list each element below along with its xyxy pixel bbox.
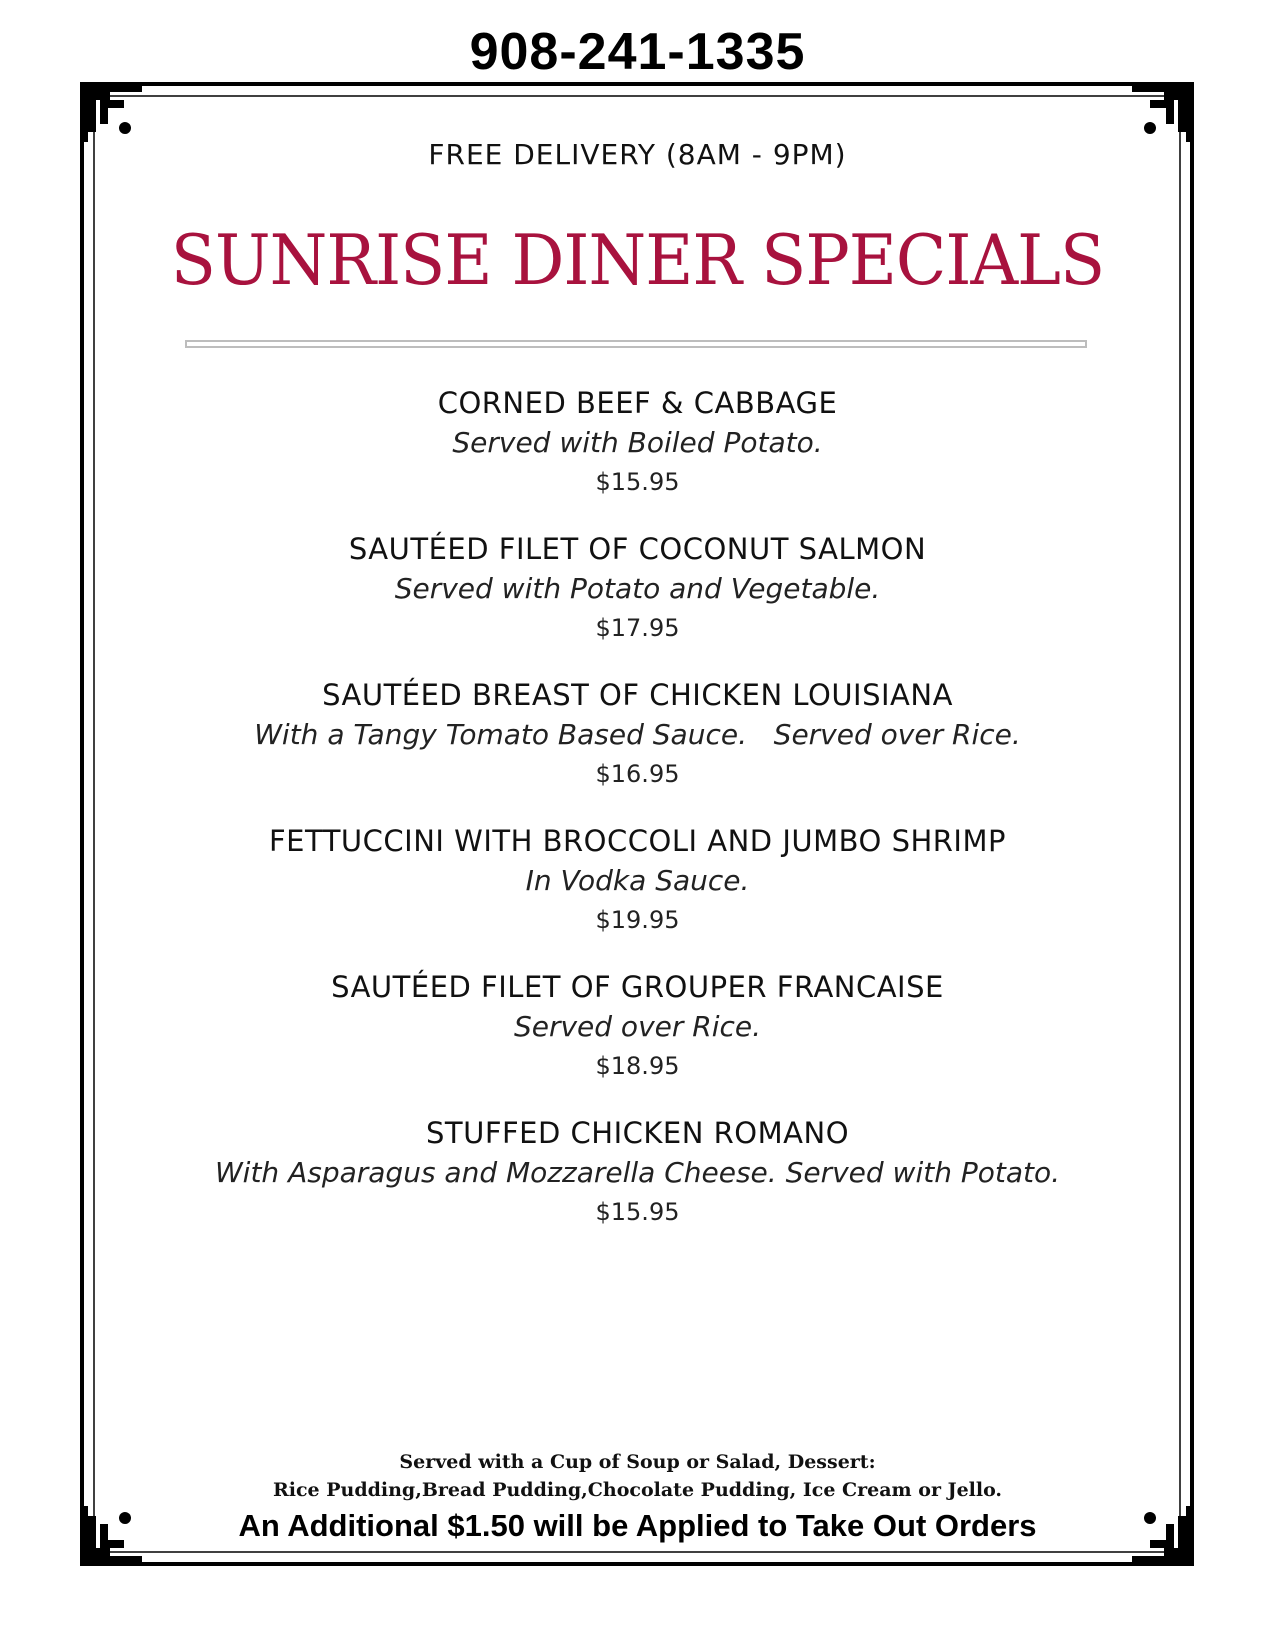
specials-list	[0, 383, 1275, 1259]
item-name: SAUTÉED FILET OF COCONUT SALMON	[348, 532, 927, 566]
menu-item	[0, 675, 1275, 821]
takeout-notice: An Additional $1.50 will be Applied to Take Out Orders	[238, 1508, 1037, 1543]
menu-item	[0, 383, 1275, 529]
item-price: $17.95	[595, 614, 680, 642]
item-description: With Asparagus and Mozzarella Cheese. Served with Potato.	[214, 1156, 1061, 1189]
item-description: In Vodka Sauce.	[525, 864, 750, 897]
title-divider	[185, 340, 1087, 348]
item-name: SAUTÉED BREAST OF CHICKEN LOUISIANA	[322, 678, 953, 712]
item-description: Served with Potato and Vegetable.	[394, 572, 881, 605]
item-description: With a Tangy Tomato Based Sauce. Served over Rice.	[254, 718, 1021, 751]
item-description: Served over Rice.	[513, 1010, 762, 1043]
item-price: $15.95	[595, 1198, 680, 1226]
page-title: SUNRISE DINER SPECIALS	[170, 220, 1105, 301]
menu-item	[0, 1113, 1275, 1259]
menu-item	[0, 821, 1275, 967]
served-with-note	[0, 1448, 1275, 1504]
phone-number: 908-241-1335	[469, 23, 806, 81]
item-price: $16.95	[595, 760, 680, 788]
menu-item	[0, 967, 1275, 1113]
item-name: FETTUCCINI WITH BROCCOLI AND JUMBO SHRIMP	[269, 824, 1006, 858]
delivery-hours: FREE DELIVERY (8AM - 9PM)	[428, 138, 847, 171]
item-price: $15.95	[595, 468, 680, 496]
item-price: $19.95	[595, 906, 680, 934]
item-name: CORNED BEEF & CABBAGE	[437, 386, 838, 420]
served-line-1: Served with a Cup of Soup or Salad, Dessert:	[399, 1451, 876, 1473]
item-name: SAUTÉED FILET OF GROUPER FRANCAISE	[331, 970, 944, 1004]
item-price: $18.95	[595, 1052, 680, 1080]
menu-item	[0, 529, 1275, 675]
served-line-2: Rice Pudding,Bread Pudding,Chocolate Pudding, Ice Cream or Jello.	[272, 1479, 1003, 1501]
item-name: STUFFED CHICKEN ROMANO	[425, 1116, 850, 1150]
item-description: Served with Boiled Potato.	[452, 426, 823, 459]
